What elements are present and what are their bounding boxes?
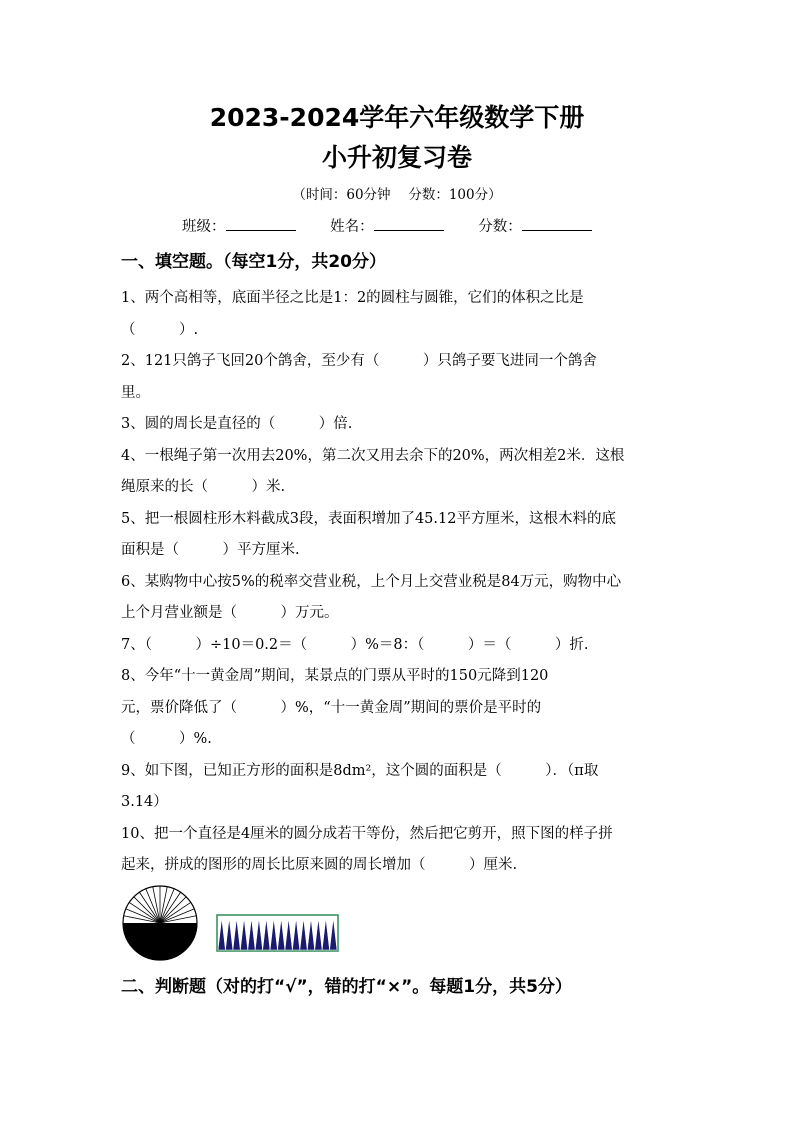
class-blank[interactable] <box>226 216 296 231</box>
name-label: 姓名： <box>330 219 374 235</box>
sector-line <box>160 897 186 923</box>
section-true-false-heading: 二、判断题（对的打“√”，错的打“×”。每题1分，共5分） <box>121 977 572 997</box>
section-fill-in-heading: 一、填空题。（每空1分，共20分） <box>121 252 386 272</box>
question-line: 10、把一个直径是4厘米的圆分成若干等份，然后把它剪开，照下图的样子拼 <box>121 825 613 842</box>
circle-lower-half <box>123 923 197 960</box>
class-label: 班级： <box>182 219 226 235</box>
question-line: 里。 <box>121 384 150 401</box>
question-line: （ ）%. <box>121 731 212 747</box>
question-line: 3、圆的周长是直径的（ ）倍. <box>121 416 353 432</box>
question-line: 8、今年“十一黄金周”期间，某景点的门票从平时的150元降到120 <box>121 668 549 684</box>
circle-sector-lines <box>124 886 197 923</box>
question-line: 4、一根绳子第一次用去20%，第二次又用去余下的20%，两次相差2米．这根 <box>121 447 625 464</box>
question-line: 面积是（ ）平方厘米. <box>121 542 300 558</box>
question-line: 绳原来的长（ ）米. <box>121 479 286 495</box>
question-line: 3.14） <box>121 794 168 810</box>
fill-in-questions <box>121 283 677 882</box>
question-line: 1、两个高相等，底面半径之比是1：2的圆柱与圆锥，它们的体积之比是 <box>121 290 584 306</box>
score-label: 分数： <box>478 219 522 235</box>
question-line: 元，票价降低了（ ）%，“十一黄金周”期间的票价是平时的 <box>121 699 542 716</box>
sectored-circle-figure <box>123 886 197 960</box>
question-line: 6、某购物中心按5%的税率交营业税，上个月上交营业税是84万元，购物中心 <box>121 573 622 590</box>
student-info-fields <box>182 216 622 237</box>
exam-meta: （时间：60分钟 分数：100分） <box>292 187 502 203</box>
page-title: 2023-2024学年六年级数学下册 <box>209 103 585 132</box>
page-subtitle: 小升初复习卷 <box>321 143 472 172</box>
rearranged-rectangle-figure <box>217 915 338 951</box>
question-line: 上个月营业额是（ ）万元。 <box>121 605 339 621</box>
sector-line <box>134 897 160 923</box>
score-blank[interactable] <box>522 216 592 231</box>
name-blank[interactable] <box>374 216 444 231</box>
question-line: 5、把一根圆柱形木料截成3段，表面积增加了45.12平方厘米，这根木料的底 <box>121 510 616 527</box>
question-line: 起来，拼成的图形的周长比原来圆的周长增加（ ）厘米. <box>121 857 518 873</box>
question-line: 2、121只鸽子飞回20个鸽舍，至少有（ ）只鸽子要飞进同一个鸽舍 <box>121 353 597 369</box>
question-line: 9、如下图，已知正方形的面积是8dm²，这个圆的面积是（ ）．（π取 <box>121 762 599 779</box>
circle-dissection-figures <box>121 884 351 964</box>
question-line: 7、（ ）÷10＝0.2＝（ ）%＝8：（ ）＝（ ）折. <box>121 636 589 653</box>
question-line: （ ）. <box>121 321 199 338</box>
